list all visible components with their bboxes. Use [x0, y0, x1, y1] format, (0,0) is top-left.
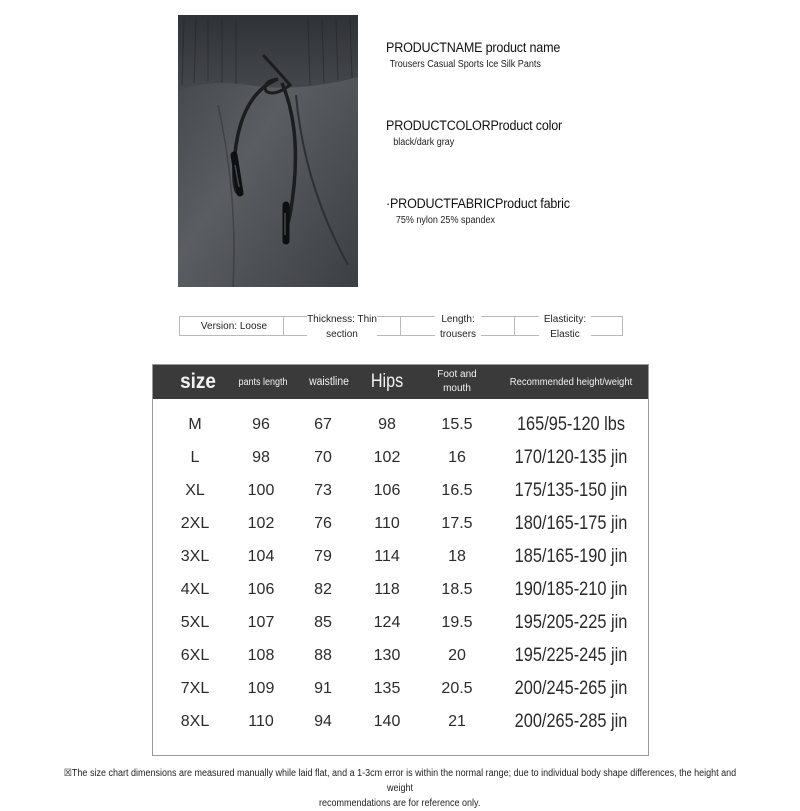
cell-hips: 130: [373, 646, 401, 664]
cell-pants-length: 109: [247, 679, 275, 697]
cell-pants-length: 104: [247, 547, 275, 565]
table-row: [153, 408, 648, 441]
cell-hips: 114: [374, 547, 400, 565]
product-fabric-block: [386, 196, 584, 226]
cell-foot-mouth: 16.5: [441, 481, 473, 499]
cell-foot-mouth: 17.5: [441, 514, 473, 532]
header-hips: Hips: [370, 371, 404, 392]
cell-pants-length: 110: [248, 712, 274, 730]
table-row: [153, 639, 648, 672]
cell-waistline: 76: [314, 514, 332, 532]
product-name-value: Trousers Casual Sports Ice Silk Pants: [389, 59, 541, 70]
cell-hips: 135: [373, 679, 401, 697]
header-foot-mouth: Foot and mouth: [437, 369, 477, 394]
attribute-elasticity: Elasticity: Elastic: [539, 312, 591, 342]
cell-hips: 110: [374, 514, 400, 532]
header-recommended: Recommended height/weight: [509, 376, 633, 388]
cell-foot-mouth: 20: [448, 646, 466, 664]
cell-size: 6XL: [180, 646, 210, 664]
table-row: [153, 672, 648, 705]
cell-hips: 140: [373, 712, 401, 730]
measurement-footnote: [20, 766, 780, 811]
cell-waistline: 85: [314, 613, 332, 631]
cell-recommended: 195/225-245 jin: [514, 644, 628, 666]
cell-pants-length: 100: [247, 481, 275, 499]
product-photo: [178, 15, 358, 287]
product-name-heading: PRODUCTNAME product name: [386, 40, 561, 55]
cell-hips: 102: [373, 448, 401, 466]
cell-recommended: 200/245-265 jin: [514, 677, 628, 699]
cell-waistline: 88: [314, 646, 332, 664]
header-waistline: waistline: [309, 376, 349, 388]
cell-size: 4XL: [180, 580, 210, 598]
cell-waistline: 70: [314, 448, 332, 466]
table-row: [153, 474, 648, 507]
product-fabric-value: 75% nylon 25% spandex: [395, 215, 495, 226]
cell-foot-mouth: 15.5: [441, 415, 473, 433]
cell-waistline: 94: [314, 712, 332, 730]
cell-waistline: 91: [314, 679, 332, 697]
product-fabric-heading: ·PRODUCTFABRICProduct fabric: [386, 196, 570, 211]
cell-waistline: 67: [314, 415, 332, 433]
product-color-block: [386, 118, 575, 148]
size-chart-table: [152, 364, 649, 756]
cell-pants-length: 107: [247, 613, 275, 631]
cell-hips: 98: [378, 415, 396, 433]
cell-size: M: [188, 415, 202, 433]
cell-size: XL: [185, 481, 205, 499]
cell-recommended: 165/95-120 lbs: [516, 413, 626, 435]
cell-size: 3XL: [180, 547, 210, 565]
header-pants-length: pants length: [238, 376, 288, 388]
attribute-thickness: Thickness: Thin section: [307, 314, 377, 340]
cell-size: L: [190, 448, 200, 466]
cell-pants-length: 108: [247, 646, 275, 664]
table-row: [153, 540, 648, 573]
cell-waistline: 82: [314, 580, 332, 598]
cell-pants-length: 96: [252, 415, 270, 433]
cell-recommended: 170/120-135 jin: [514, 446, 628, 468]
attribute-version: Version: Loose: [200, 321, 268, 332]
pants-waistband-image: [178, 15, 358, 287]
attribute-strip: [179, 312, 622, 338]
product-name-block: [386, 40, 573, 70]
cell-size: 8XL: [180, 712, 210, 730]
cell-foot-mouth: 19.5: [441, 613, 473, 631]
footnote-line-2: recommendations are for reference only.: [319, 798, 481, 809]
cell-hips: 124: [373, 613, 401, 631]
cell-hips: 106: [373, 481, 401, 499]
cell-waistline: 79: [314, 547, 332, 565]
table-row: [153, 606, 648, 639]
cell-foot-mouth: 18.5: [441, 580, 473, 598]
header-size: size: [180, 370, 216, 393]
cell-pants-length: 106: [247, 580, 275, 598]
cell-size: 2XL: [180, 514, 210, 532]
table-row: [153, 705, 648, 738]
cell-foot-mouth: 16: [448, 448, 466, 466]
cell-size: 7XL: [180, 679, 210, 697]
table-row: [153, 507, 648, 540]
cell-pants-length: 102: [247, 514, 275, 532]
cell-recommended: 185/165-190 jin: [514, 545, 628, 567]
cell-foot-mouth: 20.5: [441, 679, 473, 697]
table-row: [153, 441, 648, 474]
cell-recommended: 180/165-175 jin: [514, 512, 628, 534]
cell-recommended: 175/135-150 jin: [514, 479, 628, 501]
cell-hips: 118: [374, 580, 400, 598]
product-color-heading: PRODUCTCOLORProduct color: [386, 118, 563, 133]
product-color-value: black/dark gray: [393, 137, 455, 148]
table-row: [153, 573, 648, 606]
cell-recommended: 195/205-225 jin: [514, 611, 628, 633]
cell-pants-length: 98: [252, 448, 270, 466]
footnote-line-1: ☒The size chart dimensions are measured manually while laid flat, and a 1-3cm error is within the normal range; due to individual body shape differences, the height and weight: [63, 768, 737, 794]
cell-recommended: 190/185-210 jin: [514, 578, 628, 600]
cell-waistline: 73: [314, 481, 332, 499]
cell-size: 5XL: [180, 613, 210, 631]
attribute-length: Length: trousers: [435, 312, 481, 342]
cell-recommended: 200/265-285 jin: [514, 710, 628, 732]
size-chart-header: [153, 365, 648, 399]
cell-foot-mouth: 21: [448, 712, 466, 730]
cell-foot-mouth: 18: [448, 547, 466, 565]
